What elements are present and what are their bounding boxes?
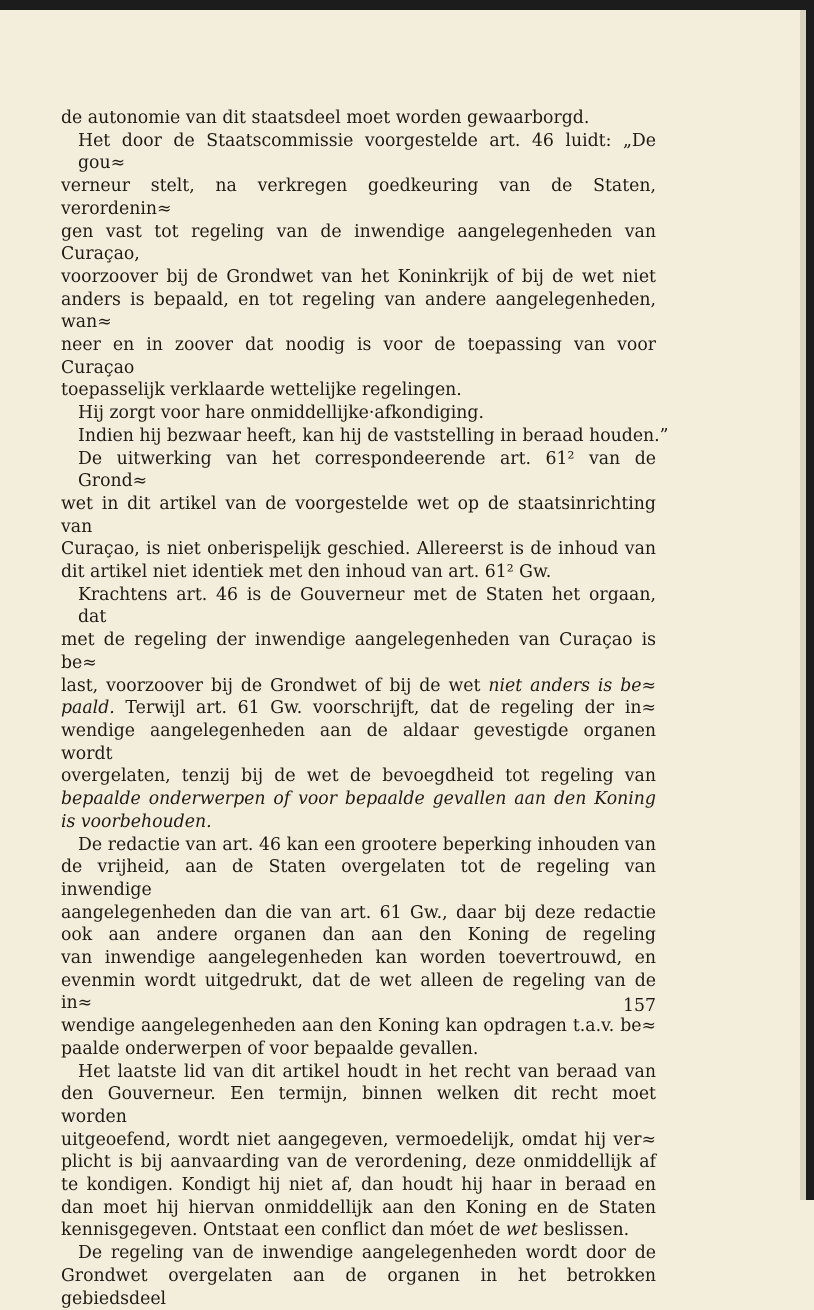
page-edge xyxy=(800,10,806,1200)
text-line: te kondigen. Kondigt hij niet af, dan houdt hij haar in beraad en xyxy=(61,1175,656,1196)
text-line: Indien hij bezwaar heeft, kan hij de vaststelling in beraad houden.” xyxy=(78,425,669,446)
emphasis-text: bepaalde onderwerpen of voor bepaalde gevallen aan den Koning xyxy=(61,789,656,810)
text-line: gen vast tot regeling van de inwendige aangelegenheden van Curaçao, xyxy=(61,221,656,265)
body-text xyxy=(61,107,669,1310)
text-line: met de regeling der inwendige aangelegenheden van Curaçao is be≈ xyxy=(61,630,656,673)
text-line: wendige aangelegenheden aan de aldaar gevestigde organen wordt xyxy=(61,720,656,764)
text-line xyxy=(61,697,656,720)
emphasis-text: paald. xyxy=(61,698,115,719)
text-line: De uitwerking van het correspondeerende art. 61² van de Grond≈ xyxy=(78,448,656,492)
scan-top-border xyxy=(0,0,814,10)
text-line: Grondwet overgelaten aan de organen in het betrokken gebiedsdeel xyxy=(61,1265,656,1309)
text-line: paalde onderwerpen of voor bepaalde gevallen. xyxy=(61,1038,479,1059)
text-line: evenmin wordt uitgedrukt, dat de wet alleen de regeling van de in≈ xyxy=(61,970,656,1014)
text-segment: beslissen. xyxy=(543,1220,630,1241)
text-line: de autonomie van dit staatsdeel moet worden gewaarborgd. xyxy=(61,108,590,128)
emphasis-text: niet anders is be≈ xyxy=(488,675,656,696)
text-line: wendige aangelegenheden aan den Koning kan opdragen t.a.v. be≈ xyxy=(61,1016,656,1037)
emphasis-text: is voorbehouden. xyxy=(61,811,212,832)
text-line: aangelegenheden dan die van art. 61 Gw., daar bij deze redactie xyxy=(61,902,656,923)
text-line: Het door de Staatscommissie voorgestelde art. 46 luidt: „De gou≈ xyxy=(78,130,656,174)
text-segment: kennisgegeven. Ontstaat een conflict dan móet de xyxy=(61,1220,501,1241)
text-line: verneur stelt, na verkregen goedkeuring van de Staten, verordenin≈ xyxy=(61,176,656,219)
text-segment: last, voorzoover bij de Grondwet of bij de wet xyxy=(61,675,481,696)
text-line: uitgeoefend, wordt niet aangegeven, vermoedelijk, omdat hij ver≈ xyxy=(61,1129,656,1150)
text-line xyxy=(61,788,656,811)
text-line: toepasselijk verklaarde wettelijke regelingen. xyxy=(61,380,462,401)
text-line: ook aan andere organen dan aan den Koning de regeling xyxy=(61,925,656,946)
text-line: wet in dit artikel van de voorgestelde wet op de staatsinrichting van xyxy=(61,493,656,537)
text-line: Curaçao, is niet onberispelijk geschied. Allereerst is de inhoud van xyxy=(61,539,656,560)
text-line: dan moet hij hiervan onmiddellijk aan den Koning en de Staten xyxy=(61,1197,656,1218)
text-line: Het laatste lid van dit artikel houdt in het recht van beraad van xyxy=(78,1061,656,1082)
text-line: plicht is bij aanvaarding van de verordening, deze onmiddellijk af xyxy=(61,1152,656,1173)
text-line: den Gouverneur. Een termijn, binnen welken dit recht moet worden xyxy=(61,1084,656,1127)
text-line: De regeling van de inwendige aangelegenheden wordt door de xyxy=(78,1243,656,1264)
text-line: van inwendige aangelegenheden kan worden toevertrouwd, en xyxy=(61,948,656,969)
text-line: Hij zorgt voor hare onmiddellijke·afkondiging. xyxy=(78,403,484,424)
text-line: De redactie van art. 46 kan een grootere beperking inhouden van xyxy=(78,834,656,855)
text-line: dit artikel niet identiek met den inhoud van art. 61² Gw. xyxy=(61,562,552,583)
text-line: voorzoover bij de Grondwet van het Koninkrijk of bij de wet niet xyxy=(61,266,656,287)
text-line xyxy=(61,811,656,834)
scan-right-border xyxy=(806,0,814,1200)
text-line: overgelaten, tenzij bij de wet de bevoegdheid tot regeling van xyxy=(61,766,656,787)
text-line: Krachtens art. 46 is de Gouverneur met de Staten het orgaan, dat xyxy=(78,584,656,628)
text-line: anders is bepaald, en tot regeling van andere aangelegenheden, wan≈ xyxy=(61,289,656,333)
text-line xyxy=(61,1219,656,1242)
text-line: de vrijheid, aan de Staten overgelaten tot de regeling van inwendige xyxy=(61,857,656,900)
text-line: neer en in zoover dat noodig is voor de toepassing van voor Curaçao xyxy=(61,335,656,378)
emphasis-text: wet xyxy=(505,1220,538,1241)
text-segment: Terwijl art. 61 Gw. voorschrijft, dat de regeling der in≈ xyxy=(125,698,656,719)
text-line xyxy=(61,675,656,698)
page-number: 157 xyxy=(623,996,656,1016)
